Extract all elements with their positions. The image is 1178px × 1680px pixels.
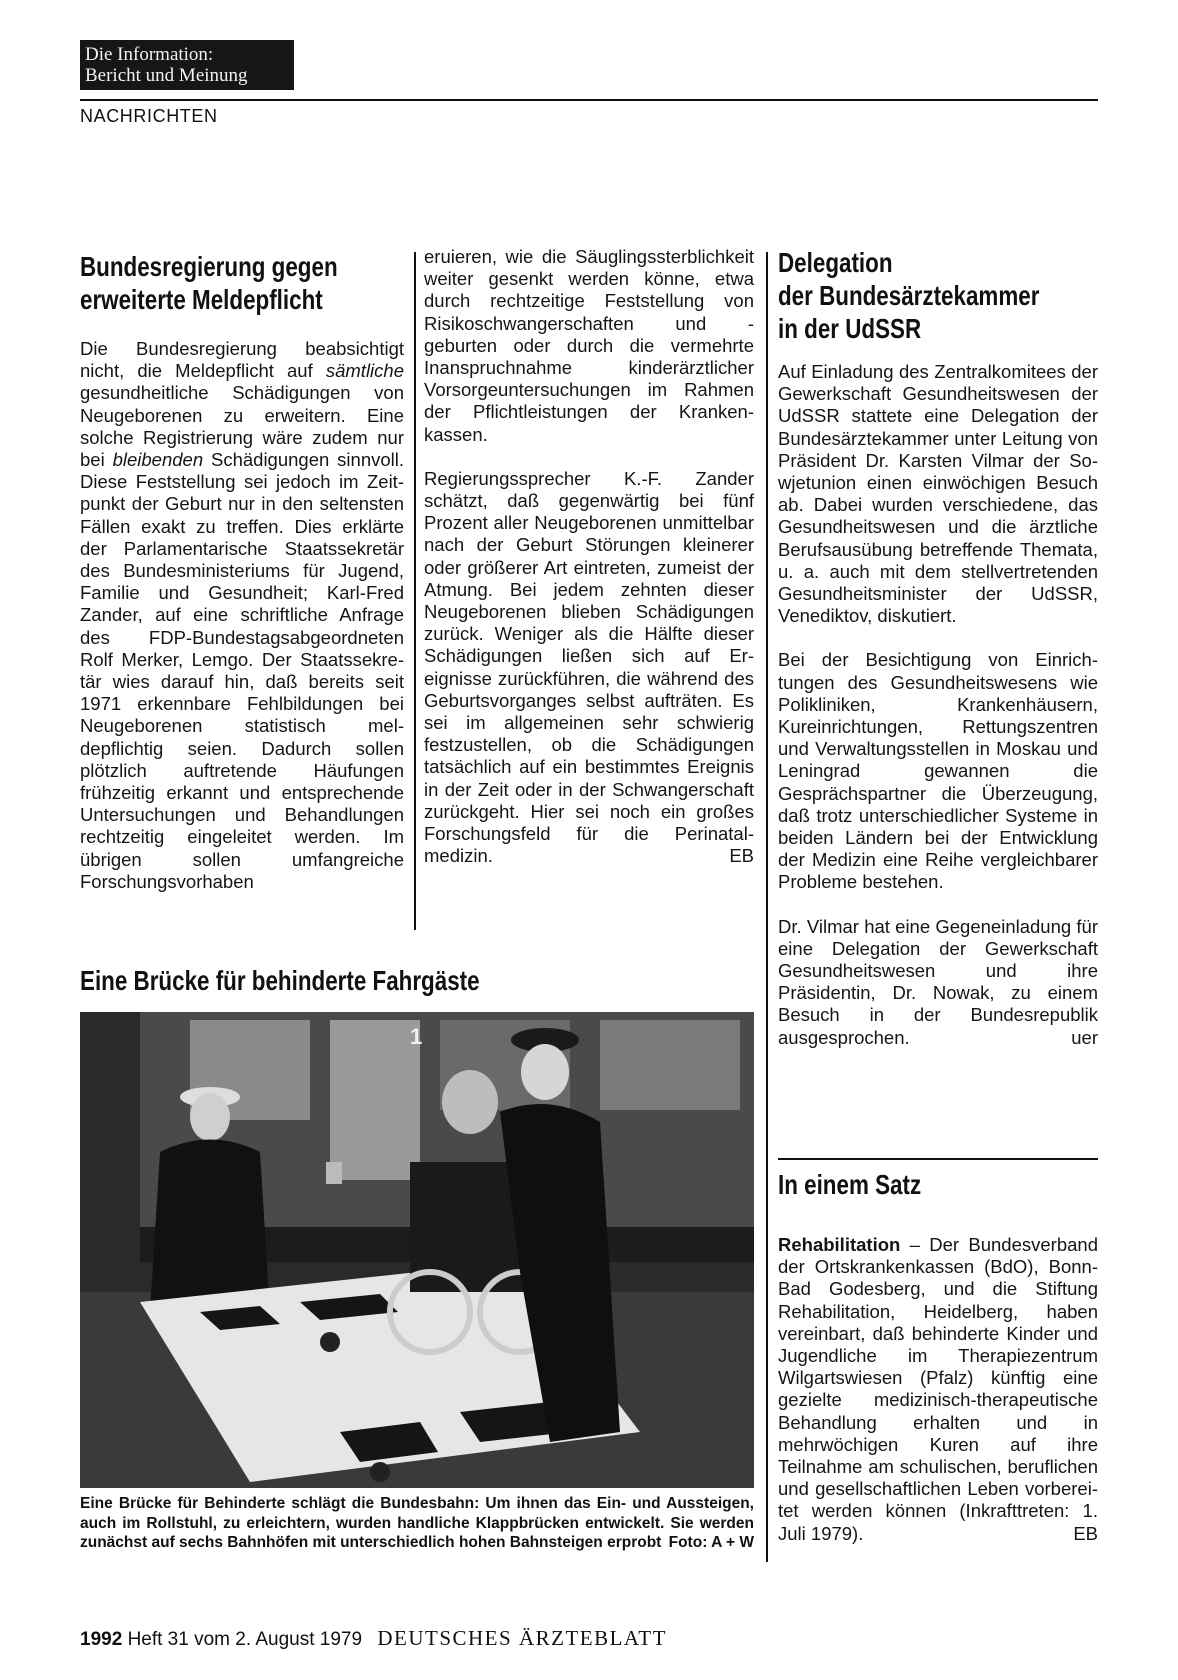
article1-column2 [424, 246, 754, 868]
article3-paragraph: Dr. Vilmar hat eine Gegeneinladung für eine Delegation der Gewerkschaft Gesundheitswesen und ihre Präsidentin, Dr. Nowak, zu einem Besuch in der Bundesrepublik ausgesprochen. [778, 915, 1098, 1048]
header-rule [80, 99, 1098, 101]
rubric: NACHRICHTEN [80, 106, 218, 126]
article3-initials: uer [1071, 1026, 1098, 1048]
article3-title [778, 246, 1039, 345]
photo-illustration [80, 1012, 754, 1488]
column-rule [414, 252, 416, 930]
article1-paragraph: eruieren, wie die Säuglingssterblichkeit weiter gesenkt werden könne, etwa durch rechtzeitige Feststellung von Risikoschwangerschaften und -geburten oder durch die vermehrte Inanspruchnahme kinderärztlicher Vorsorgeuntersuchungen im Rahmen der Pflichtleistungen der Krankenkassen. [424, 246, 754, 445]
article1-paragraph [80, 338, 404, 893]
emphasis: sämtliche [325, 360, 404, 382]
article3-title-line2: der Bundesärztekammer [778, 280, 1040, 311]
train-number-sign: 1 [410, 1024, 423, 1049]
article1-paragraph: Regierungssprecher K.-F. Zander schätzt, daß gegenwärtig bei fünf Prozent aller Neugeborenen unmittelbar nach der Geburt Störungen kleinerer oder größerer Art eintreten, zumeist der Atmung. Bei jedem zehnten dieser Neugeborenen blieben Schädigungen zurück. Weniger als die Hälfte dieser Schädigungen ließen sich auf Ereignisse zurückführen, die während des Geburtsvorganges selbst aufträten. Es sei im allgemeinen sehr schwierig festzustellen, ob die Schädigungen tatsächlich auf ein bestimmtes Ereignis in der Zeit oder in der Schwangerschaft zurückgeht. Hier sei noch ein großes Forschungsfeld für die Perinatalmedizin. [424, 467, 754, 867]
article1-title-line2: erweiterte Meldepflicht [80, 284, 323, 315]
article1-title [80, 250, 338, 316]
article3-body [778, 361, 1098, 1049]
article1-initials: EB [729, 845, 754, 867]
article3-paragraph: Auf Einladung des Zentralkomitees der Gewerkschaft Gesundheitswesen der UdSSR stattete eine Delegation der Bundesärztekammer unter Leitung von Präsident Dr. Karsten Vilmar der Sowjetunion einen einwöchigen Besuch ab. Dabei wurden verschiedene, das Gesundheitswesen und die ärztliche Berufsausübung betreffende Themata, u. a. auch mit dem stellvertretenden Gesundheitsminister der UdSSR, Venediktov, diskutiert. [778, 361, 1098, 627]
photo-credit: Foto: A + W [668, 1534, 754, 1551]
article3-title-line1: Delegation [778, 247, 893, 278]
magazine-name: DEUTSCHES ÄRZTEBLATT [377, 1626, 667, 1650]
section-tag [80, 40, 294, 90]
article2-title: Eine Brücke für behinderte Fahrgäste [80, 965, 480, 996]
page-number: 1992 [80, 1629, 123, 1650]
photo-caption [80, 1494, 754, 1553]
article4-text: – Der Bundesverband der Ortskrankenkassen (BdO), Bonn-Bad Godesberg, und die Stiftung Rehabilitation, Heidelberg, haben vereinbart, daß behinderte Kinder und Jugendliche im Therapiezentrum Wilgartswiesen (Pfalz) künftig eine gezielte medizinisch-therapeutische Behandlung erhalten und in mehrwöchigen Kuren auf ihre Teilnahme am schulischen, beruflichen und gesellschaftlichen Leben vorbereitet werden können (Inkrafttreten: 1. Juli 1979). [778, 1234, 1098, 1544]
column-rule [766, 252, 768, 1562]
text-run: gesundheitliche Schädigungen von Neugeborenen zu erweitern. Eine solche Registrierung wäre zudem nur bei [80, 382, 404, 471]
article3-title-line3: in der UdSSR [778, 313, 922, 344]
article3-paragraph: Bei der Besichtigung von Einrichtungen des Gesundheitswesens wie Polikliniken, Krankenhäusern, Kureinrichtungen, Rettungszentren und Verwaltungsstellen in Moskau und Leningrad gewannen die Gesprächspartner die Überzeugung, daß trotz unterschiedlicher Systeme in beiden Ländern bei der Entwicklung der Medizin eine Reihe vergleichbarer Probleme bestehen. [778, 649, 1098, 893]
in-einem-satz-rule [778, 1158, 1098, 1160]
emphasis: bleibenden [112, 449, 204, 471]
text-run: Schädigungen sinnvoll. Diese Feststellung sei jedoch im Zeitpunkt der Geburt nur in den seltensten Fällen exakt zu treffen. Dies erklärte der Parlamentarische Staatssekretär des Bundesministeriums für Jugend, Familie und Gesundheit; Karl-Fred Zander, auf eine schriftliche Anfrage des FDP-Bundestagsabgeordneten Rolf Merker, Lemgo. Der Staatssekretär wies darauf hin, daß bereits seit 1971 erkennbare Fehlbildungen bei Neugeborenen statistisch meldepflichtig seien. Dadurch sollen plötzlich auftretende Häufungen frühzeitig erkannt und entsprechende Untersuchungen und Behandlungen rechtzeitig eingeleitet werden. Im übrigen sollen umfangreiche Forschungsvorhaben [80, 449, 405, 892]
article1-title-line1: Bundesregierung gegen [80, 251, 338, 282]
photo-wheelchair-bridge [80, 1012, 754, 1488]
article4-lead: Rehabilitation [778, 1234, 901, 1255]
issue-info: Heft 31 vom 2. August 1979 [127, 1629, 363, 1650]
article4-title: In einem Satz [778, 1169, 922, 1200]
article4-body [778, 1234, 1098, 1545]
article4-paragraph [778, 1234, 1098, 1545]
page-footer [80, 1626, 667, 1651]
text-run: Die Bundesregierung beabsichtigt nicht, die Meldepflicht auf [80, 338, 404, 382]
caption-text: Eine Brücke für Behinderte schlägt die Bundesbahn: Um ihnen das Ein- und Aussteigen, auch im Rollstuhl, zu erleichtern, wurden handliche Klappbrücken entwickelt. Sie werden zunächst auf sechs Bahnhöfen mit unterschiedlich hohen Bahnsteigen erprobt [80, 1495, 754, 1551]
article1-column1 [80, 338, 404, 893]
section-tag-line1: Die Information: [85, 44, 214, 65]
article4-initials: EB [1073, 1522, 1098, 1544]
section-tag-line2: Bericht und Meinung [85, 65, 248, 86]
